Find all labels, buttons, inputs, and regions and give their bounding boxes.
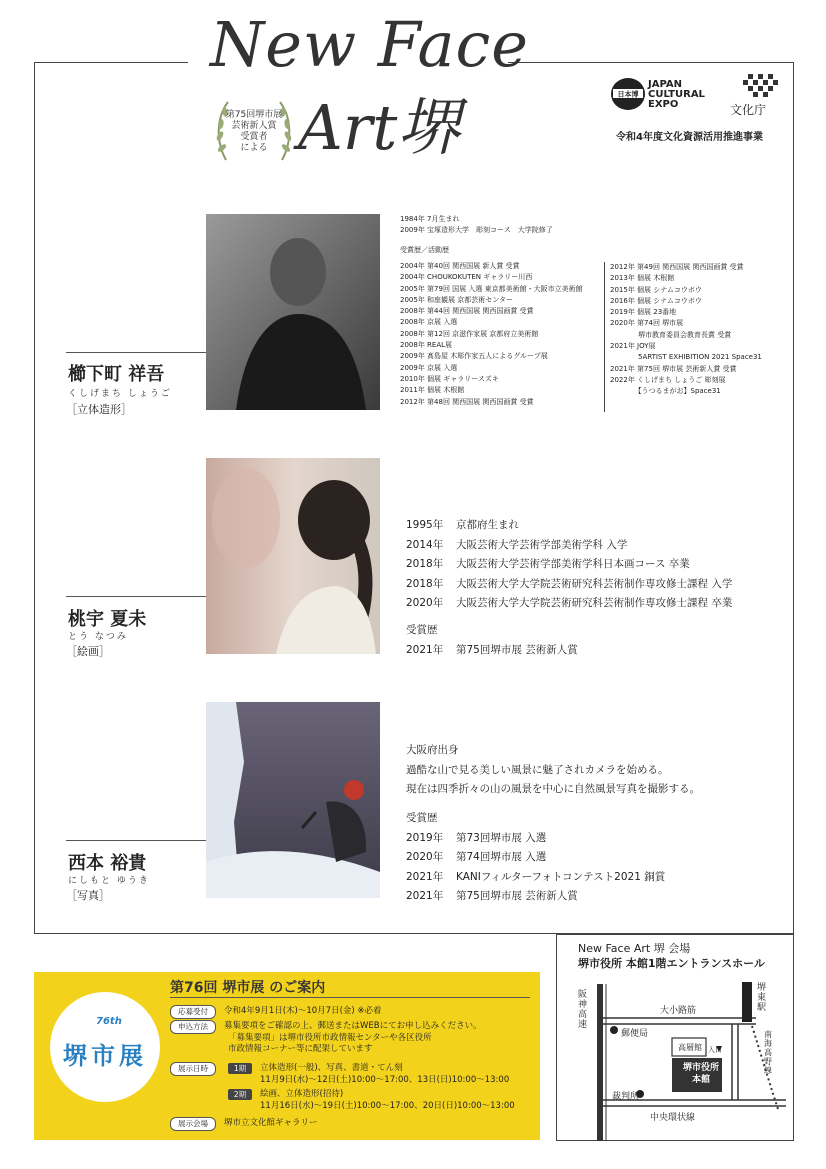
map-label-hanshin: 阪神高速 <box>578 990 588 1030</box>
term1-dates: 11月9日(水)〜12日(土)10:00〜17:00、13日(日)10:00〜13:00 <box>260 1075 510 1085</box>
artist2-photo <box>206 458 380 654</box>
method-text: 募集要項をご確認の上、郵送またはWEBにてお申し込みください。 <box>224 1021 482 1031</box>
list-item: 2021年 第75回堺市展 芸術新人賞 <box>406 890 578 902</box>
map-label-entrance: 入口 <box>708 1046 722 1054</box>
artist1-intro: 1984年 7月生まれ 2009年 宝塚造形大学 彫刻コース 大学院修了 受賞歴／活動歴 <box>400 215 553 254</box>
list-item: 2011年 個展 木根館 <box>400 386 465 395</box>
map-subtitle: 堺市役所 本館1階エントランスホール <box>578 957 765 970</box>
map-label-chuo: 中央環状線 <box>650 1113 696 1123</box>
list-item: 【うつるまがお】Space31 <box>610 387 721 396</box>
list-item: 2020年 大阪芸術大学大学院芸術研究科芸術制作専攻修士課程 卒業 <box>406 597 733 609</box>
artist1-rule <box>66 352 206 353</box>
guide-rule <box>170 997 530 998</box>
artist1-photo <box>206 214 380 410</box>
award-heading: 受賞歴 <box>406 624 438 636</box>
main-title-line1: New Face <box>210 8 529 81</box>
artist3-rule <box>66 840 206 841</box>
list-item: 2012年 第48回 関西国展 関西国画賞 受賞 <box>400 397 534 406</box>
list-item: 2008年 第12回 京滋作家展 京都府立美術館 <box>400 329 539 338</box>
map-label-post: 郵便局 <box>621 1029 649 1039</box>
list-item: 2012年 第49回 関西国展 関西国画賞 受賞 <box>610 263 744 271</box>
list-item: 2018年 大阪芸術大学芸術学部美術学科日本画コース 卒業 <box>406 558 690 570</box>
list-item: 2015年 個展 シナムコウボウ <box>610 285 702 294</box>
artist2-awards <box>406 621 578 660</box>
list-item: 2013年 個展 木根館 <box>610 274 675 283</box>
list-item: 堺市教育委員会教育長賞 受賞 <box>610 330 732 339</box>
artist3-bio: 大阪府出身 過酷な山で見る美しい風景に魅了されカメラを始める。 現在は四季折々の山の風景を中心に自然風景写真を撮影する。 <box>406 744 700 795</box>
artist1-name: 櫛下町 祥吾 <box>68 364 165 385</box>
logo-number: 76th <box>96 1016 122 1027</box>
label-apply: 応募受付 <box>170 1005 216 1019</box>
map-title: New Face Art 堺 会場 <box>578 942 691 955</box>
list-item: 2004年 CHOUKOKUTEN ギャラリー川西 <box>400 273 533 282</box>
artist1-category: ［立体造形］ <box>66 403 132 416</box>
term2-badge: 2期 <box>228 1089 252 1100</box>
main-title-line2: Art堺 <box>298 91 460 164</box>
list-item: 2010年 個展 ギャラリースズキ <box>400 374 499 383</box>
logo-text: 堺市展 <box>63 1042 147 1070</box>
award-heading: 受賞歴 <box>406 812 438 824</box>
list-item: 2021年 第75回 堺市展 芸術新人賞 受賞 <box>610 364 737 373</box>
artist3-category: ［写真］ <box>66 889 110 902</box>
artist2-rule <box>66 596 206 597</box>
label-dates: 展示日時 <box>170 1062 216 1076</box>
artist2-history <box>406 516 732 614</box>
artist3-name: 西本 裕貴 <box>68 853 147 874</box>
list-item: 2018年 大阪芸術大学大学院芸術研究科芸術制作専攻修士課程 入学 <box>406 577 733 590</box>
list-item: 2008年 REAL展 <box>400 341 453 350</box>
list-item: 2022年 くしげまち しょうご 彫刻展 <box>610 375 726 384</box>
list-item: 2020年 第74回 堺市展 <box>610 319 684 328</box>
method-note2: 市政情報コーナー等に配架しています <box>228 1044 373 1054</box>
method-note1: 「募集要項」は堺市役所市政情報センターや各区役所 <box>228 1033 432 1043</box>
map-label-station: 堺東駅 <box>757 983 767 1013</box>
artist3-awards <box>406 809 665 907</box>
list-item: 2008年 京展 入選 <box>400 318 458 327</box>
map-label-court: 裁判所 <box>612 1092 640 1102</box>
list-item: 2020年 第74回堺市展 入選 <box>406 851 547 863</box>
list-item: 2005年 和座観展 京都芸術センター <box>400 295 513 304</box>
program-label: 令和4年度文化資源活用推進事業 <box>616 132 763 143</box>
list-item: 2019年 第73回堺市展 入選 <box>406 831 547 844</box>
list-item: 2008年 第44回 関西国展 関西国画賞 受賞 <box>400 307 534 316</box>
list-item: 2009年 髙島屋 木彫作家五人によるグループ展 <box>400 352 548 361</box>
history-divider <box>604 262 605 412</box>
artist2-category: ［絵画］ <box>66 645 110 658</box>
term2-dates: 11月16日(水)〜19日(土)10:00〜17:00、20日(日)10:00〜13:00 <box>260 1101 515 1111</box>
artist3-kana: にしもと ゆうき <box>68 876 150 886</box>
list-item: 2019年 個展 23番地 <box>610 308 677 317</box>
list-item: 1995年 京都府生まれ <box>406 519 519 531</box>
list-item: 2021年 JOY展 <box>610 342 656 351</box>
label-method: 申込方法 <box>170 1020 216 1034</box>
list-item: 2005年 第79回 国展 入選 東京都美術館・大阪市立美術館 <box>400 284 583 293</box>
term1-badge: 1期 <box>228 1063 252 1074</box>
badge-text: 第75回堺市展 芸術新人賞 受賞者 による <box>225 110 283 153</box>
list-item: 2021年 第75回堺市展 芸術新人賞 <box>406 643 578 656</box>
svg-text:日本博: 日本博 <box>617 90 639 99</box>
artist2-name: 桃宇 夏未 <box>68 609 147 630</box>
list-item: 2021年 KANIフィルターフォトコンテスト2021 銅賞 <box>406 870 666 883</box>
artist1-kana: くしげまち しょうご <box>68 389 172 399</box>
list-item: 2016年 個展 シナムコウボウ <box>610 296 702 305</box>
list-item: 2004年 第40回 関西国展 新人賞 受賞 <box>400 262 520 270</box>
artist1-history-right <box>610 262 762 398</box>
content-frame <box>34 62 794 934</box>
map-label-nankai: 南海高野線 <box>764 1030 772 1075</box>
map-label-cityhall: 堺市役所 本館 <box>682 1063 719 1085</box>
list-item: 2009年 京展 入選 <box>400 363 458 372</box>
term2-text: 絵画、立体造形(招待) <box>260 1089 344 1099</box>
map-label-koso: 高層館 <box>678 1043 702 1052</box>
guide-title: 第76回 堺市展 のご案内 <box>170 980 326 996</box>
artist1-history-left <box>400 261 583 408</box>
bunkacho-logo-text: 文化庁 <box>730 103 767 117</box>
list-item: 5ARTIST EXHIBITION 2021 Space31 <box>610 353 762 362</box>
term1-text: 立体造形(一般)、写真、書道・てん刻 <box>260 1063 403 1073</box>
jce-logo-text: JAPAN CULTURAL EXPO <box>648 79 705 110</box>
label-venue: 展示会場 <box>170 1117 216 1131</box>
list-item: 2014年 大阪芸術大学芸術学部美術学科 入学 <box>406 538 628 551</box>
artist2-kana: とう なつみ <box>68 632 128 642</box>
venue-text: 堺市立文化館ギャラリー <box>224 1118 318 1128</box>
apply-text: 令和4年9月1日(木)〜10月7日(金) ※必着 <box>224 1006 382 1016</box>
artist3-photo <box>206 702 380 898</box>
map-label-ohshoji: 大小路筋 <box>660 1006 697 1016</box>
